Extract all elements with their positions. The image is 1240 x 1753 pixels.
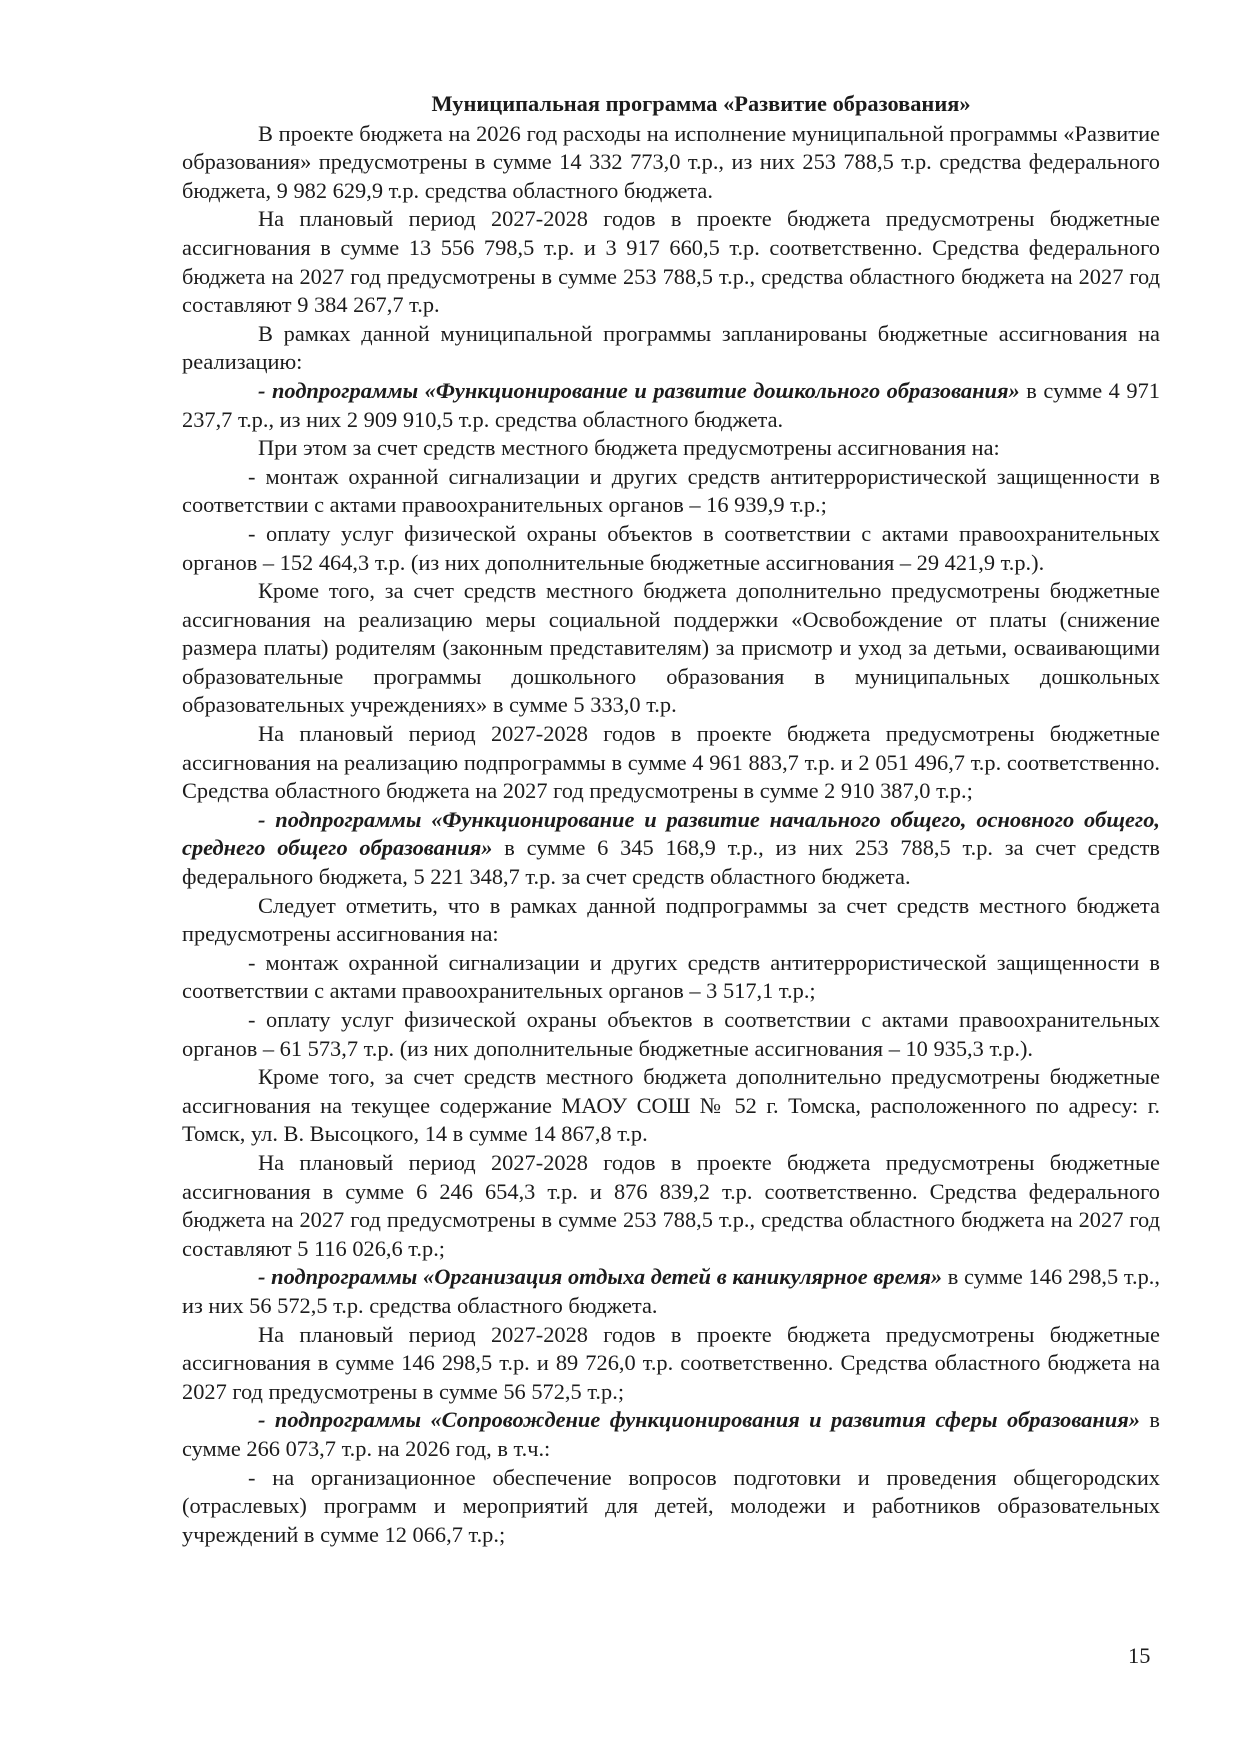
document-title: Муниципальная программа «Развитие образования» (431, 91, 971, 116)
paragraph-text: Кроме того, за счет средств местного бюджета дополнительно предусмотрены бюджетные ассигнования на реализацию меры социальной поддержки «Освобождение от платы (снижение размера платы) родителям (законным представителям) за присмотр и уход за детьми, осваивающими образовательные программы дошкольного образования в муниципальных дошкольных образовательных учреждениях» в сумме 5 333,0 т.р. (182, 578, 1160, 718)
paragraph-intro (182, 120, 1160, 206)
paragraph-text: - монтаж охранной сигнализации и других средств антитеррористической защищенности в соответствии с актами правоохранительных органов – 16 939,9 т.р.; (182, 463, 1160, 518)
paragraph-subprogram-general (182, 806, 1160, 892)
list-item (182, 949, 1160, 1006)
paragraph-text: - на организационное обеспечение вопросов подготовки и проведения общегородских (отраслевых) программ и мероприятий для детей, молодежи и работников образовательных учреждений в сумме 12 066,7 т.р.; (182, 1464, 1160, 1547)
paragraph-text: На плановый период 2027-2028 годов в проекте бюджета предусмотрены бюджетные ассигнования на реализацию подпрограммы в сумме 4 961 883,7 т.р. и 2 051 496,7 т.р. соответственно. Средства областного бюджета на 2027 год предусмотрены в сумме 2 910 387,0 т.р.; (182, 721, 1160, 804)
list-item (182, 1006, 1160, 1063)
paragraph-text: - оплату услуг физической охраны объектов в соответствии с актами правоохранительных органов – 152 464,3 т.р. (из них дополнительные бюджетные ассигнования – 29 421,9 т.р.). (182, 520, 1160, 575)
paragraph-local-budget (182, 892, 1160, 949)
paragraph-subprogram-recreation (182, 1263, 1160, 1320)
paragraph-text: в сумме 266 073,7 т.р. на 2026 год, в т.ч.: (182, 1407, 1160, 1461)
paragraph-subprogram-preschool (182, 377, 1160, 434)
paragraph-text: При этом за счет средств местного бюджета предусмотрены ассигнования на: (258, 435, 1000, 461)
paragraph-text: - оплату услуг физической охраны объектов в соответствии с актами правоохранительных органов – 61 573,7 т.р. (из них дополнительные бюджетные ассигнования – 10 935,3 т.р.). (182, 1007, 1160, 1061)
paragraph-planned-period (182, 205, 1160, 319)
paragraph-program-scope (182, 320, 1160, 377)
list-item (182, 1464, 1160, 1550)
paragraph-text: В проекте бюджета на 2026 год расходы на исполнение муниципальной программы «Развитие образования» предусмотрены в сумме 14 332 773,0 т.р., из них 253 788,5 т.р. средства федерального бюджета, 9 982 629,9 т.р. средства областного бюджета. (182, 120, 1160, 203)
paragraph-text: Кроме того, за счет средств местного бюджета дополнительно предусмотрены бюджетные ассигнования на текущее содержание МАОУ СОШ № 52 г. Томска, расположенного по адресу: г. Томск, ул. В. Высоцкого, 14 в сумме 14 867,8 т.р. (182, 1064, 1160, 1147)
paragraph-planned-period (182, 1321, 1160, 1407)
paragraph-text: - монтаж охранной сигнализации и других средств антитеррористической защищенности в соответствии с актами правоохранительных органов – 3 517,1 т.р.; (182, 949, 1160, 1004)
subprogram-title: - подпрограммы «Организация отдыха детей в каникулярное время» (258, 1264, 943, 1290)
paragraph-text: Следует отметить, что в рамках данной подпрограммы за счет средств местного бюджета предусмотрены ассигнования на: (182, 892, 1160, 947)
paragraph-social-support (182, 577, 1160, 720)
subprogram-title: - подпрограммы «Сопровождение функционирования и развития сферы образования» (258, 1407, 1140, 1433)
list-item (182, 520, 1160, 577)
paragraph-planned-period (182, 1149, 1160, 1263)
paragraph-text: в сумме 6 345 168,9 т.р., из них 253 788,5 т.р. за счет средств федерального бюджета, 5 221 348,7 т.р. за счет средств областного бюджета. (182, 835, 1161, 890)
document-page (182, 90, 1160, 1549)
paragraph-text: В рамках данной муниципальной программы запланированы бюджетные ассигнования на реализацию: (182, 320, 1160, 375)
paragraph-local-budget (182, 434, 1160, 463)
paragraph-text: в сумме 4 971 237,7 т.р., из них 2 909 910,5 т.р. средства областного бюджета. (182, 377, 1160, 432)
list-item (182, 463, 1160, 520)
paragraph-text: На плановый период 2027-2028 годов в проекте бюджета предусмотрены бюджетные ассигнования в сумме 146 298,5 т.р. и 89 726,0 т.р. соответственно. Средства областного бюджета на 2027 год предусмотрены в сумме 56 572,5 т.р.; (182, 1321, 1160, 1404)
paragraph-text: На плановый период 2027-2028 годов в проекте бюджета предусмотрены бюджетные ассигнования в сумме 6 246 654,3 т.р. и 876 839,2 т.р. соответственно. Средства федерального бюджета на 2027 год предусмотрены в сумме 253 788,5 т.р., средства областного бюджета на 2027 год составляют 5 116 026,6 т.р.; (182, 1149, 1160, 1261)
subprogram-title: - подпрограммы «Функционирование и развитие дошкольного образования» (258, 377, 1020, 403)
subprogram-title: - подпрограммы «Функционирование и развитие начального общего, основного общего, среднего общего образования» (182, 806, 1160, 861)
paragraph-planned-period (182, 720, 1160, 806)
paragraph-subprogram-support (182, 1406, 1160, 1463)
paragraph-text: в сумме 146 298,5 т.р., из них 56 572,5 т.р. средства областного бюджета. (182, 1264, 1160, 1318)
paragraph-text: На плановый период 2027-2028 годов в проекте бюджета предусмотрены бюджетные ассигнования в сумме 13 556 798,5 т.р. и 3 917 660,5 т.р. соответственно. Средства федерального бюджета на 2027 год предусмотрены в сумме 253 788,5 т.р., средства областного бюджета на 2027 год составляют 9 384 267,7 т.р. (182, 206, 1160, 318)
paragraph-school-maintenance (182, 1063, 1160, 1149)
page-number: 15 (1128, 1643, 1151, 1668)
